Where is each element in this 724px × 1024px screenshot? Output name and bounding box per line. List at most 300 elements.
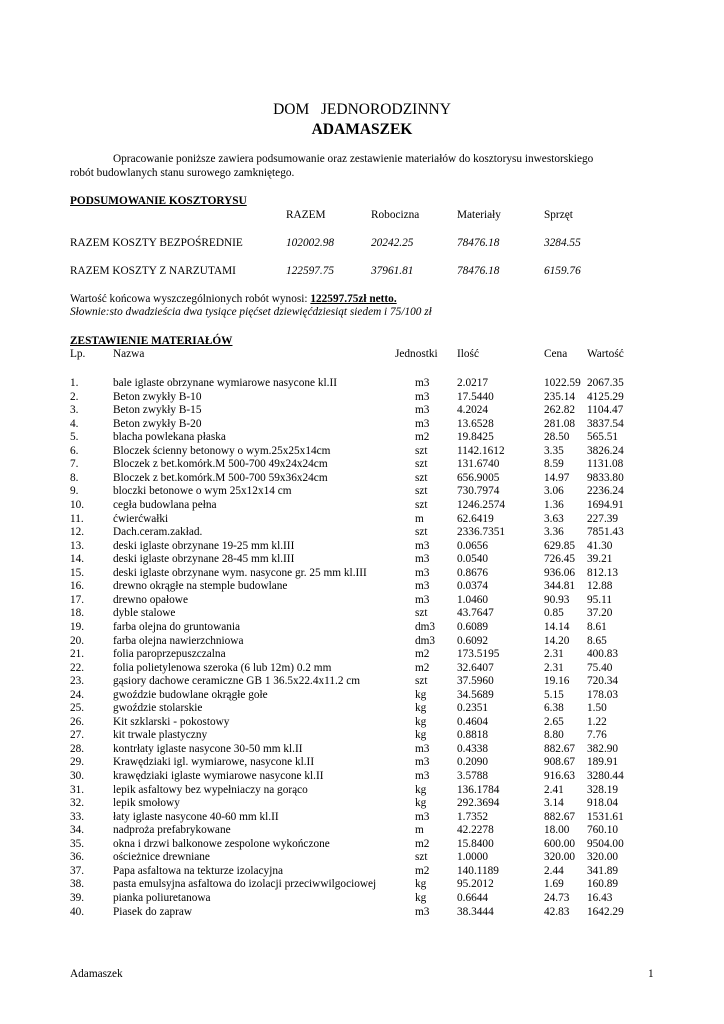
table-row	[0, 878, 724, 892]
row-lp: 39.	[70, 891, 85, 904]
row-quantity: 1.0000	[457, 851, 489, 864]
row-name: drewno okrągłe na stemple budowlane	[113, 580, 288, 593]
row-value: 1131.08	[587, 458, 624, 471]
row-value: 3826.24	[587, 444, 624, 457]
row-name: Dach.ceram.zakład.	[113, 526, 203, 538]
final-value-amount: 122597.75zł netto.	[310, 293, 397, 305]
row-unit: kg	[415, 783, 427, 796]
row-price: 344.81	[544, 580, 576, 593]
table-row	[0, 526, 724, 540]
row-name: folia paroprzepuszczalna	[113, 648, 226, 660]
row-name: blacha powlekana płaska	[113, 431, 226, 444]
row-unit: dm3	[415, 620, 436, 633]
row-quantity: 140.1189	[457, 864, 499, 877]
row-price: 6.38	[544, 702, 564, 715]
table-row	[0, 648, 724, 662]
row-lp: 8.	[70, 471, 79, 484]
table-row	[0, 865, 724, 879]
footer-name: Adamaszek	[70, 968, 123, 980]
row-unit: m2	[415, 837, 430, 850]
row-price: 2.41	[544, 783, 564, 796]
row-value: 400.83	[587, 648, 619, 660]
row-name: nadproża prefabrykowane	[113, 824, 231, 837]
row-value: 565.51	[587, 431, 619, 444]
row-name: łaty iglaste nasycone 40-60 mm kl.II	[113, 810, 279, 823]
table-row	[0, 607, 724, 621]
row-lp: 6.	[70, 444, 79, 457]
row-unit: m2	[415, 648, 430, 660]
row-lp: 14.	[70, 553, 85, 566]
row-quantity: 3.5788	[457, 770, 489, 782]
row-value: 75.40	[587, 661, 613, 674]
row-unit: kg	[415, 702, 427, 715]
row-name: okna i drzwi balkonowe zespolone wykończone	[113, 837, 330, 850]
row-value: 3280.44	[587, 770, 624, 782]
row-name: Piasek do zapraw	[113, 905, 193, 918]
table-row	[0, 458, 724, 472]
row-lp: 2.	[70, 390, 79, 403]
row-unit: kg	[415, 688, 427, 701]
row-lp: 5.	[70, 431, 79, 444]
table-row	[0, 702, 724, 716]
row-lp: 30.	[70, 770, 85, 782]
row-value: 1694.91	[587, 498, 624, 511]
row-quantity: 32.6407	[457, 661, 494, 674]
summary-col-total: RAZEM	[286, 209, 326, 221]
row-value: 4125.29	[587, 390, 624, 403]
row-unit: m3	[415, 553, 430, 566]
row-name: kontrłaty iglaste nasycone 30-50 mm kl.II	[113, 742, 303, 755]
row-name: Beton zwykły B-20	[113, 417, 202, 430]
row-quantity: 0.4338	[457, 742, 489, 755]
row-unit: kg	[415, 715, 427, 728]
row-quantity: 2336.7351	[457, 526, 506, 538]
row-price: 262.82	[544, 404, 576, 417]
row-unit: szt	[415, 526, 428, 538]
row-name: folia polietylenowa szeroka (6 lub 12m) 0.2 mm	[113, 661, 332, 674]
row-lp: 23.	[70, 675, 85, 688]
row-unit: szt	[415, 675, 428, 688]
row-name: deski iglaste obrzynane 28-45 mm kl.III	[113, 553, 295, 566]
row-quantity: 2.0217	[457, 377, 489, 389]
row-name: bloczki betonowe o wym 25x12x14 cm	[113, 485, 292, 498]
row-quantity: 1.7352	[457, 810, 489, 823]
row-value: 160.89	[587, 878, 619, 891]
table-row	[0, 906, 724, 920]
materials-heading: ZESTAWIENIE MATERIAŁÓW	[70, 335, 233, 347]
row-lp: 38.	[70, 878, 85, 891]
row-price: 1.69	[544, 878, 564, 891]
row-value: 16.43	[587, 891, 613, 904]
row-name: gwoździe budowlane okrągłe gołe	[113, 688, 268, 701]
row-quantity: 0.2351	[457, 702, 489, 715]
row-price: 600.00	[544, 837, 576, 850]
table-row	[0, 689, 724, 703]
row-lp: 37.	[70, 864, 85, 877]
intro-line-1: Opracowanie poniższe zawiera podsumowanie oraz zestawienie materiałów do kosztorysu inwestorskiego	[113, 153, 594, 165]
row-value: 8.65	[587, 634, 607, 647]
table-row	[0, 445, 724, 459]
page-number: 1	[648, 968, 654, 980]
table-row	[0, 567, 724, 581]
table-row	[0, 851, 724, 865]
document-subtitle: ADAMASZEK	[311, 121, 413, 138]
row-lp: 12.	[70, 526, 85, 538]
row-unit: m3	[415, 580, 430, 593]
row-name: gąsiory dachowe ceramiczne GB 1 36.5x22.4x11.2 cm	[113, 675, 361, 688]
row-price: 1022.59	[544, 377, 581, 389]
summary-row-label: RAZEM KOSZTY Z NARZUTAMI	[70, 265, 236, 277]
row-price: 2.65	[544, 715, 564, 728]
row-unit: m3	[415, 770, 430, 782]
row-unit: m3	[415, 377, 430, 389]
row-quantity: 15.8400	[457, 837, 494, 850]
row-name: bale iglaste obrzynane wymiarowe nasycone kl.II	[113, 377, 337, 389]
header-unit: Jednostki	[395, 348, 438, 360]
row-lp: 3.	[70, 404, 79, 417]
row-lp: 15.	[70, 566, 85, 579]
row-unit: szt	[415, 485, 428, 498]
row-value: 812.13	[587, 566, 619, 579]
table-row	[0, 797, 724, 811]
row-value: 8.61	[587, 620, 607, 633]
table-row	[0, 811, 724, 825]
table-row	[0, 729, 724, 743]
row-unit: m2	[415, 431, 430, 444]
row-value: 7851.43	[587, 526, 624, 538]
row-quantity: 95.2012	[457, 878, 494, 891]
row-price: 235.14	[544, 390, 576, 403]
row-quantity: 43.7647	[457, 607, 494, 620]
table-row	[0, 540, 724, 554]
table-row	[0, 580, 724, 594]
row-name: deski iglaste obrzynane 19-25 mm kl.III	[113, 539, 295, 552]
row-value: 2067.35	[587, 377, 624, 389]
row-unit: m3	[415, 810, 430, 823]
table-row	[0, 756, 724, 770]
row-quantity: 13.6528	[457, 417, 494, 430]
row-lp: 34.	[70, 824, 85, 837]
row-name: Kit szklarski - pokostowy	[113, 715, 230, 728]
row-quantity: 0.0374	[457, 580, 489, 593]
row-quantity: 173.5195	[457, 648, 500, 660]
row-quantity: 131.6740	[457, 458, 500, 471]
row-lp: 27.	[70, 729, 85, 742]
row-quantity: 0.6089	[457, 620, 489, 633]
row-price: 3.35	[544, 444, 564, 457]
row-price: 2.44	[544, 864, 564, 877]
row-quantity: 0.6092	[457, 634, 489, 647]
row-name: dyble stalowe	[113, 607, 176, 620]
row-value: 1.22	[587, 715, 607, 728]
row-unit: szt	[415, 498, 428, 511]
table-row	[0, 784, 724, 798]
header-quantity: Ilość	[457, 348, 479, 360]
row-name: krawędziaki iglaste wymiarowe nasycone kl.II	[113, 770, 324, 782]
row-unit: m3	[415, 390, 430, 403]
row-price: 3.36	[544, 526, 564, 538]
row-price: 90.93	[544, 593, 570, 606]
summary-cell: 78476.18	[457, 265, 500, 277]
row-lp: 22.	[70, 661, 85, 674]
row-lp: 31.	[70, 783, 85, 796]
row-price: 3.14	[544, 797, 564, 809]
row-quantity: 38.3444	[457, 905, 494, 918]
row-name: Papa asfaltowa na tekturze izolacyjna	[113, 864, 283, 877]
row-price: 916.63	[544, 770, 576, 782]
table-row	[0, 892, 724, 906]
final-value-line	[70, 293, 397, 305]
row-quantity: 0.2090	[457, 756, 489, 769]
row-quantity: 62.6419	[457, 512, 494, 525]
table-row	[0, 499, 724, 513]
table-row	[0, 431, 724, 445]
row-quantity: 34.5689	[457, 688, 494, 701]
row-price: 726.45	[544, 553, 576, 566]
row-price: 908.67	[544, 756, 576, 769]
table-row	[0, 553, 724, 567]
row-name: farba olejna nawierzchniowa	[113, 634, 244, 647]
row-quantity: 1142.1612	[457, 444, 505, 457]
table-row	[0, 391, 724, 405]
row-lp: 25.	[70, 702, 85, 715]
row-lp: 35.	[70, 837, 85, 850]
summary-cell: 20242.25	[371, 237, 414, 249]
row-unit: m3	[415, 905, 430, 918]
row-quantity: 656.9005	[457, 471, 500, 484]
row-value: 382.90	[587, 742, 619, 755]
summary-heading: PODSUMOWANIE KOSZTORYSU	[70, 195, 247, 207]
row-name: Beton zwykły B-15	[113, 404, 202, 417]
row-unit: m2	[415, 864, 430, 877]
header-name: Nazwa	[113, 348, 145, 360]
row-name: pianka poliuretanowa	[113, 891, 211, 904]
row-lp: 36.	[70, 851, 85, 864]
row-lp: 40.	[70, 905, 85, 918]
row-value: 320.00	[587, 851, 619, 864]
table-row	[0, 824, 724, 838]
table-row	[0, 662, 724, 676]
row-price: 19.16	[544, 675, 570, 688]
row-value: 9504.00	[587, 837, 624, 850]
row-value: 1531.61	[587, 810, 624, 823]
row-value: 7.76	[587, 729, 607, 742]
row-lp: 28.	[70, 742, 85, 755]
row-quantity: 292.3694	[457, 797, 500, 809]
row-quantity: 1246.2574	[457, 498, 506, 511]
row-price: 8.59	[544, 458, 564, 471]
header-lp: Lp.	[70, 348, 86, 360]
row-quantity: 0.6644	[457, 891, 489, 904]
table-row	[0, 838, 724, 852]
row-price: 2.31	[544, 661, 564, 674]
row-price: 28.50	[544, 431, 570, 444]
row-lp: 9.	[70, 485, 79, 498]
row-unit: m3	[415, 417, 430, 430]
row-price: 629.85	[544, 539, 576, 552]
row-unit: m3	[415, 404, 430, 417]
row-lp: 13.	[70, 539, 85, 552]
row-value: 918.04	[587, 797, 619, 809]
row-value: 39.21	[587, 553, 613, 566]
row-name: Krawędziaki igl. wymiarowe, nasycone kl.II	[113, 756, 315, 769]
row-lp: 4.	[70, 417, 79, 430]
row-unit: kg	[415, 797, 427, 809]
row-unit: szt	[415, 458, 428, 471]
row-price: 18.00	[544, 824, 570, 837]
row-value: 720.34	[587, 675, 619, 688]
row-name: Bloczek z bet.komórk.M 500-700 59x36x24cm	[113, 471, 328, 484]
row-name: farba olejna do gruntowania	[113, 620, 241, 633]
row-quantity: 17.5440	[457, 390, 494, 403]
row-value: 95.11	[587, 593, 612, 606]
row-quantity: 1.0460	[457, 593, 489, 606]
row-value: 178.03	[587, 688, 619, 701]
row-value: 760.10	[587, 824, 619, 837]
row-value: 41.30	[587, 539, 613, 552]
table-row	[0, 472, 724, 486]
table-row	[0, 635, 724, 649]
summary-cell: 102002.98	[286, 237, 335, 249]
row-lp: 7.	[70, 458, 79, 471]
row-unit: m3	[415, 539, 430, 552]
summary-cell: 6159.76	[544, 265, 581, 277]
row-lp: 19.	[70, 620, 85, 633]
row-price: 42.83	[544, 905, 570, 918]
row-unit: kg	[415, 878, 427, 891]
materials-header-row	[0, 348, 724, 362]
table-row	[0, 716, 724, 730]
row-name: kit trwale plastyczny	[113, 729, 208, 742]
row-value: 37.20	[587, 607, 613, 620]
row-lp: 21.	[70, 648, 85, 660]
row-lp: 10.	[70, 498, 85, 511]
row-price: 8.80	[544, 729, 564, 742]
row-value: 2236.24	[587, 485, 624, 498]
table-row	[0, 770, 724, 784]
amount-in-words: Słownie:sto dwadzieścia dwa tysiące pięćset dziewięćdziesiąt siedem i 75/100 zł	[70, 306, 432, 318]
row-value: 1642.29	[587, 905, 624, 918]
row-quantity: 136.1784	[457, 783, 500, 796]
table-row	[0, 621, 724, 635]
row-lp: 29.	[70, 756, 85, 769]
row-unit: m2	[415, 661, 430, 674]
summary-col-labor: Robocizna	[371, 209, 420, 221]
row-price: 281.08	[544, 417, 576, 430]
row-lp: 1.	[70, 377, 79, 389]
row-lp: 24.	[70, 688, 85, 701]
table-row	[0, 513, 724, 527]
row-unit: szt	[415, 471, 428, 484]
row-unit: kg	[415, 891, 427, 904]
header-price: Cena	[544, 348, 568, 360]
row-value: 189.91	[587, 756, 619, 769]
summary-row-label: RAZEM KOSZTY BEZPOŚREDNIE	[70, 237, 243, 249]
row-value: 3837.54	[587, 417, 624, 430]
row-value: 12.88	[587, 580, 613, 593]
row-unit: m3	[415, 742, 430, 755]
row-price: 320.00	[544, 851, 576, 864]
row-unit: szt	[415, 607, 428, 620]
row-quantity: 0.0540	[457, 553, 489, 566]
row-price: 3.06	[544, 485, 564, 498]
summary-col-materials: Materiały	[457, 209, 501, 221]
row-name: Beton zwykły B-10	[113, 390, 202, 403]
row-name: drewno opałowe	[113, 593, 188, 606]
row-name: Bloczek z bet.komórk.M 500-700 49x24x24cm	[113, 458, 328, 471]
row-name: lepik asfaltowy bez wypełniaczy na gorąco	[113, 783, 308, 796]
row-value: 328.19	[587, 783, 619, 796]
row-quantity: 0.4604	[457, 715, 489, 728]
row-lp: 26.	[70, 715, 85, 728]
row-price: 0.85	[544, 607, 564, 620]
summary-cell: 122597.75	[286, 265, 335, 277]
row-lp: 20.	[70, 634, 85, 647]
row-name: Bloczek ścienny betonowy o wym.25x25x14cm	[113, 444, 331, 457]
row-value: 1104.47	[587, 404, 624, 417]
table-row	[0, 418, 724, 432]
row-value: 9833.80	[587, 471, 624, 484]
row-price: 936.06	[544, 566, 576, 579]
table-row	[0, 485, 724, 499]
summary-cell: 37961.81	[371, 265, 414, 277]
table-row	[0, 594, 724, 608]
row-quantity: 4.2024	[457, 404, 489, 417]
row-name: gwoździe stolarskie	[113, 702, 203, 715]
row-price: 14.20	[544, 634, 570, 647]
row-unit: szt	[415, 444, 428, 457]
row-name: ćwierćwałki	[113, 512, 169, 525]
row-lp: 33.	[70, 810, 85, 823]
row-lp: 18.	[70, 607, 85, 620]
table-row	[0, 743, 724, 757]
row-unit: m3	[415, 593, 430, 606]
header-value: Wartość	[587, 348, 624, 360]
row-lp: 16.	[70, 580, 85, 593]
row-name: pasta emulsyjna asfaltowa do izolacji przeciwwilgociowej	[113, 878, 377, 891]
row-quantity: 730.7974	[457, 485, 500, 498]
row-name: ościeżnice drewniane	[113, 851, 210, 864]
row-price: 2.31	[544, 648, 564, 660]
row-name: deski iglaste obrzynane wym. nasycone gr. 25 mm kl.III	[113, 566, 367, 579]
row-value: 227.39	[587, 512, 619, 525]
row-quantity: 0.8818	[457, 729, 489, 742]
row-price: 5.15	[544, 688, 564, 701]
row-lp: 17.	[70, 593, 85, 606]
document-title: DOM JEDNORODZINNY	[273, 101, 451, 118]
row-price: 3.63	[544, 512, 564, 525]
row-unit: m3	[415, 566, 430, 579]
row-quantity: 0.0656	[457, 539, 489, 552]
summary-col-equipment: Sprzęt	[544, 209, 573, 221]
row-price: 14.14	[544, 620, 570, 633]
row-quantity: 19.8425	[457, 431, 494, 444]
row-price: 24.73	[544, 891, 570, 904]
row-quantity: 42.2278	[457, 824, 494, 837]
row-price: 882.67	[544, 810, 576, 823]
summary-cell: 78476.18	[457, 237, 500, 249]
row-unit: m	[415, 512, 424, 525]
row-unit: m3	[415, 756, 430, 769]
row-lp: 11.	[70, 512, 84, 525]
table-row	[0, 675, 724, 689]
row-name: cegła budowlana pełna	[113, 498, 217, 511]
row-price: 14.97	[544, 471, 570, 484]
summary-cell: 3284.55	[544, 237, 581, 249]
table-row	[0, 377, 724, 391]
table-row	[0, 404, 724, 418]
row-value: 341.89	[587, 864, 619, 877]
